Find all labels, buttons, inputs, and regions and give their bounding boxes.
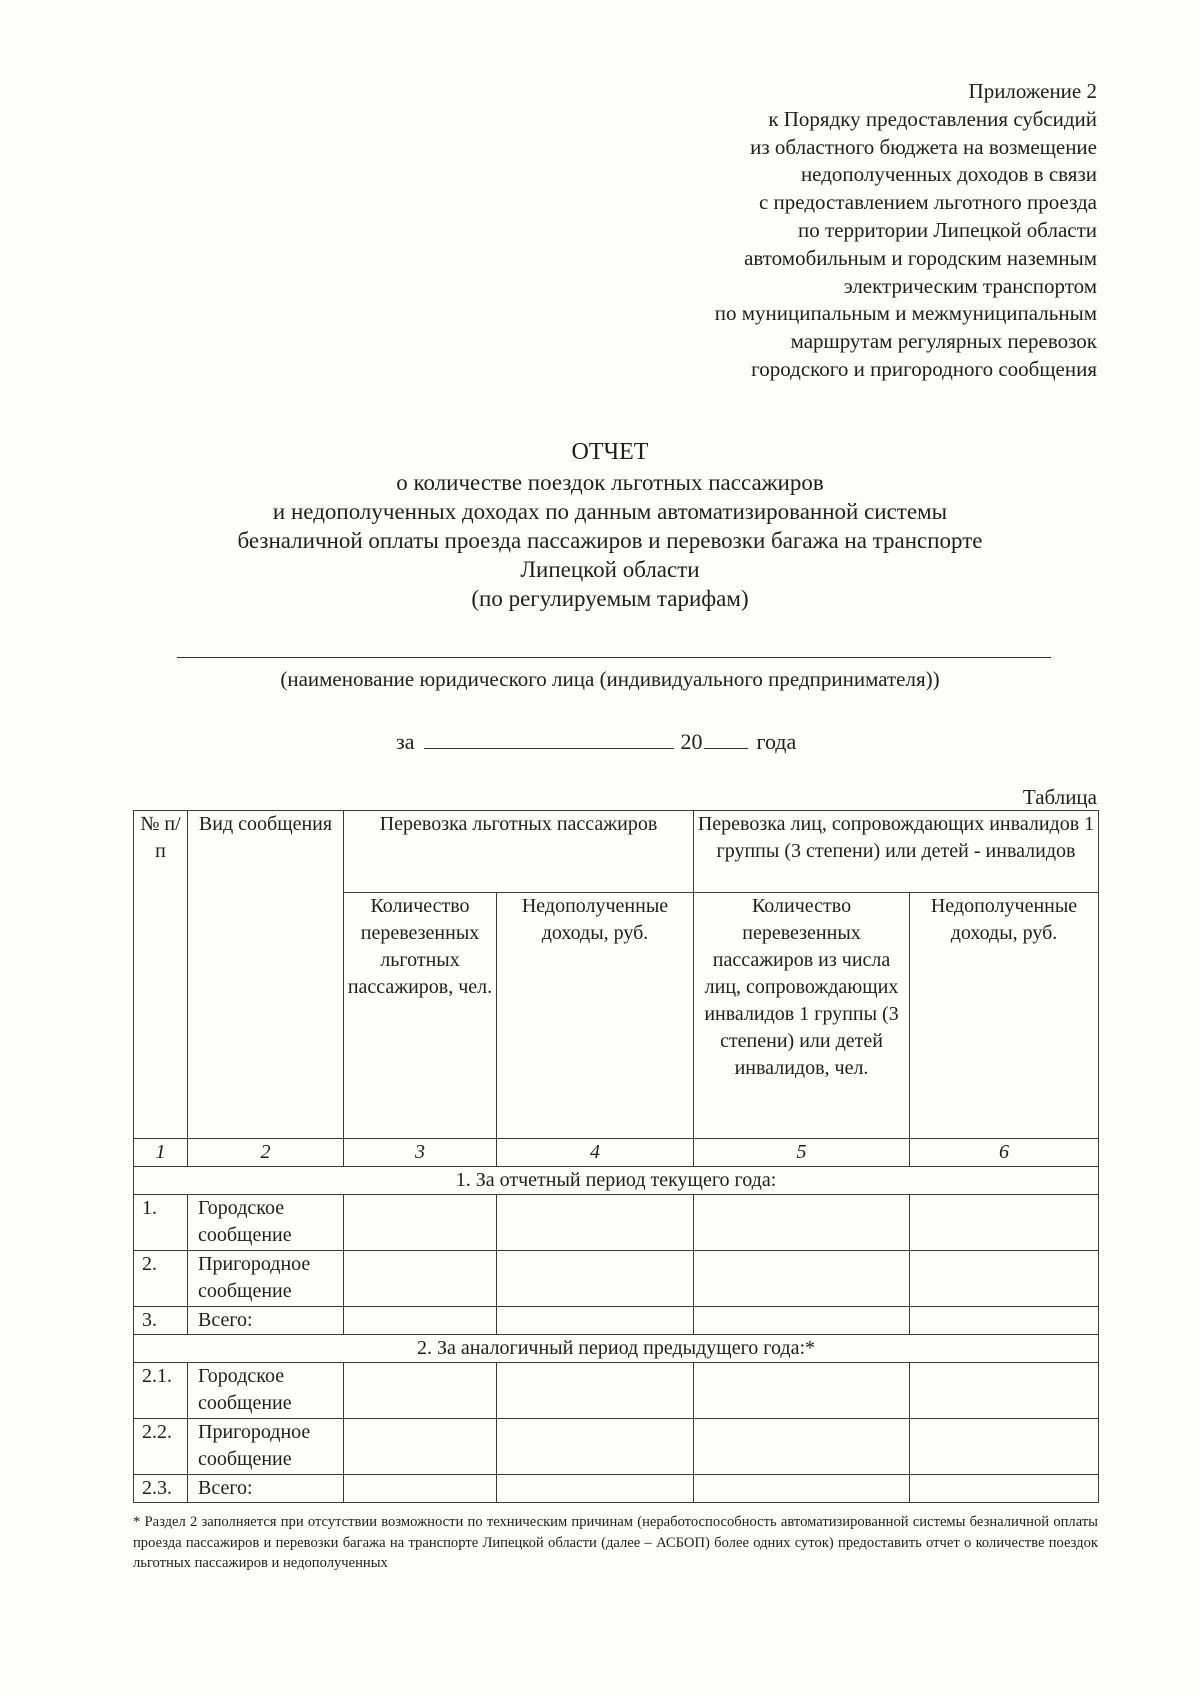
appendix-line: по территории Липецкой области — [798, 217, 1097, 242]
column-number: 5 — [694, 1139, 910, 1167]
table-row — [134, 1195, 1099, 1251]
appendix-line: к Порядку предоставления субсидий — [768, 106, 1097, 131]
section-row — [134, 1335, 1099, 1363]
row-kind: Городское сообщение — [188, 1363, 344, 1419]
header-group-privileged: Перевозка льготных пассажиров — [344, 811, 694, 893]
table-row — [134, 1363, 1099, 1419]
header-kind: Вид сообщения — [188, 811, 344, 1139]
empty-cell — [694, 1307, 910, 1335]
empty-cell — [497, 1251, 694, 1307]
report-table — [133, 810, 1099, 1503]
empty-cell — [344, 1419, 497, 1475]
row-kind: Пригородное сообщение — [188, 1419, 344, 1475]
appendix-line: Приложение 2 — [968, 79, 1097, 103]
appendix-line: городского и пригородного сообщения — [751, 356, 1097, 381]
empty-cell — [910, 1251, 1099, 1307]
table-row — [134, 1475, 1099, 1503]
empty-cell — [344, 1195, 497, 1251]
empty-cell — [344, 1475, 497, 1503]
empty-cell — [497, 1195, 694, 1251]
column-number: 1 — [134, 1139, 188, 1167]
table-row — [134, 1307, 1099, 1335]
report-subtitle-line: Липецкой области — [520, 557, 700, 582]
column-number: 2 — [188, 1139, 344, 1167]
appendix-line: автомобильным и городским наземным — [744, 245, 1097, 270]
section1-title: 1. За отчетный период текущего года: — [134, 1167, 1099, 1195]
table-row — [134, 1251, 1099, 1307]
org-name-blank-line — [177, 657, 1051, 658]
appendix-line: электрическим транспортом — [843, 273, 1097, 298]
column-number: 4 — [497, 1139, 694, 1167]
report-period — [396, 729, 796, 755]
table-caption: Таблица — [1022, 785, 1097, 809]
empty-cell — [910, 1307, 1099, 1335]
period-prefix: за — [396, 729, 415, 754]
footnote: * Раздел 2 заполняется при отсутствии возможности по техническим причинам (неработоспособность автоматизированной системы безналичной оплаты проезда пассажиров и перевозки багажа на транспорте Липецкой области (далее – АСБОП) более одних суток) предоставить отчет о количестве поездок льготных пассажиров и недополученных — [133, 1514, 1098, 1571]
row-kind: Всего: — [188, 1307, 344, 1335]
row-num: 2.2. — [134, 1419, 188, 1475]
empty-cell — [497, 1363, 694, 1419]
row-num: 2. — [134, 1251, 188, 1307]
period-year-prefix: 20 — [680, 729, 703, 754]
report-subtitle-line: безналичной оплаты проезда пассажиров и перевозки багажа на транспорте — [237, 528, 983, 553]
empty-cell — [694, 1475, 910, 1503]
empty-cell — [497, 1307, 694, 1335]
empty-cell — [694, 1419, 910, 1475]
empty-cell — [344, 1251, 497, 1307]
report-subtitle-line: о количестве поездок льготных пассажиров — [396, 470, 824, 495]
row-num: 2.3. — [134, 1475, 188, 1503]
empty-cell — [344, 1363, 497, 1419]
report-subtitle-line: (по регулируемым тарифам) — [471, 586, 749, 611]
appendix-line: маршрутам регулярных перевозок — [790, 329, 1097, 354]
section-row — [134, 1167, 1099, 1195]
period-suffix: года — [756, 729, 797, 754]
header-group-escorts: Перевозка лиц, сопровождающих инвалидов 1 группы (3 степени) или детей - инвалидов — [694, 811, 1099, 893]
row-num: 3. — [134, 1307, 188, 1335]
report-title: ОТЧЕТ — [571, 439, 649, 465]
appendix-header — [715, 78, 1097, 384]
appendix-line: по муниципальным и межмуниципальным — [714, 301, 1097, 326]
header-col3: Количество перевезенных льготных пассажиров, чел. — [344, 893, 497, 1139]
empty-cell — [694, 1363, 910, 1419]
section2-title: 2. За аналогичный период предыдущего года:* — [134, 1335, 1099, 1363]
period-year-blank — [704, 730, 748, 749]
header-col6: Недополученные доходы, руб. — [910, 893, 1099, 1139]
report-title-block — [130, 438, 1090, 613]
period-blank — [424, 730, 674, 749]
empty-cell — [497, 1475, 694, 1503]
appendix-line: недополученных доходов в связи — [800, 162, 1097, 187]
empty-cell — [694, 1195, 910, 1251]
empty-cell — [910, 1195, 1099, 1251]
report-subtitle-line: и недополученных доходах по данным автоматизированной системы — [272, 499, 948, 524]
column-number: 3 — [344, 1139, 497, 1167]
empty-cell — [344, 1307, 497, 1335]
row-kind: Всего: — [188, 1475, 344, 1503]
empty-cell — [910, 1363, 1099, 1419]
header-col5: Количество перевезенных пассажиров из числа лиц, сопровождающих инвалидов 1 группы (3 степени) или детей инвалидов, чел. — [694, 893, 910, 1139]
column-number: 6 — [910, 1139, 1099, 1167]
header-num: № п/п — [134, 811, 188, 1139]
empty-cell — [497, 1419, 694, 1475]
column-number-row — [134, 1139, 1099, 1167]
org-name-caption: (наименование юридического лица (индивидуального предпринимателя)) — [280, 667, 940, 691]
row-num: 2.1. — [134, 1363, 188, 1419]
row-num: 1. — [134, 1195, 188, 1251]
empty-cell — [694, 1251, 910, 1307]
appendix-line: из областного бюджета на возмещение — [750, 134, 1097, 159]
table-row — [134, 1419, 1099, 1475]
appendix-line: с предоставлением льготного проезда — [758, 190, 1097, 215]
empty-cell — [910, 1475, 1099, 1503]
header-col4: Недополученные доходы, руб. — [497, 893, 694, 1139]
row-kind: Пригородное сообщение — [188, 1251, 344, 1307]
row-kind: Городское сообщение — [188, 1195, 344, 1251]
empty-cell — [910, 1419, 1099, 1475]
